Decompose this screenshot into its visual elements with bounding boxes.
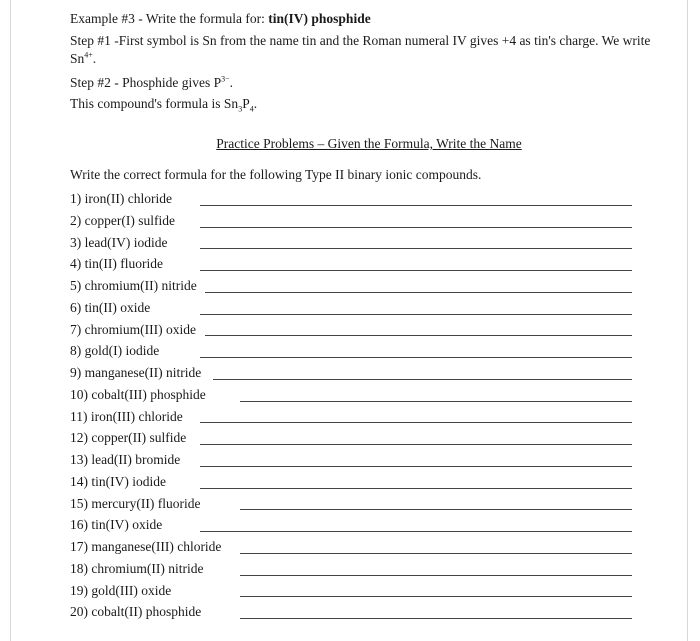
answer-line[interactable] xyxy=(240,575,632,576)
problem-row xyxy=(70,558,632,580)
answer-line[interactable] xyxy=(200,270,632,271)
problem-label: 8) gold(I) iodide xyxy=(70,343,160,359)
problem-label: 18) chromium(II) nitride xyxy=(70,560,204,576)
formula-sub-2: 4 xyxy=(249,104,254,114)
example-formula xyxy=(70,95,670,113)
problem-row xyxy=(70,536,632,558)
problem-label: 9) manganese(II) nitride xyxy=(70,365,202,380)
answer-line[interactable] xyxy=(240,553,632,554)
problem-row xyxy=(70,275,632,297)
example-section xyxy=(70,10,670,113)
answer-line[interactable] xyxy=(200,314,632,315)
example-compound: tin(IV) phosphide xyxy=(268,11,371,26)
problem-list xyxy=(70,188,632,623)
answer-line[interactable] xyxy=(240,401,632,402)
problem-label: 4) tin(II) fluoride xyxy=(70,256,163,272)
step-1-charge: 4+ xyxy=(84,50,93,60)
step-1-symbol: Sn xyxy=(70,51,85,66)
step-1-end: . xyxy=(92,51,97,66)
problem-row xyxy=(70,406,632,428)
problem-label: 20) cobalt(II) phosphide xyxy=(70,604,202,620)
problem-label: 2) copper(I) sulfide xyxy=(70,212,175,228)
problem-row xyxy=(70,493,632,515)
example-step-1 xyxy=(70,32,670,68)
problem-label: 3) lead(IV) iodide xyxy=(70,234,168,250)
practice-heading: Practice Problems – Given the Formula, Write the Name xyxy=(216,136,522,151)
answer-line[interactable] xyxy=(200,466,632,467)
answer-line[interactable] xyxy=(200,422,632,423)
answer-line[interactable] xyxy=(240,509,632,510)
problem-row xyxy=(70,319,632,341)
problem-label: 12) copper(II) sulfide xyxy=(70,430,187,446)
problem-label: 16) tin(IV) oxide xyxy=(70,517,163,533)
answer-line[interactable] xyxy=(200,248,632,249)
answer-line[interactable] xyxy=(200,488,632,489)
practice-instructions: Write the correct formula for the following Type II binary ionic compounds. xyxy=(70,167,482,182)
problem-label: 7) chromium(III) oxide xyxy=(70,321,196,337)
step-2-text: Step #2 - Phosphide gives P xyxy=(70,75,222,90)
problem-label: 13) lead(II) bromide xyxy=(70,452,181,467)
problem-row xyxy=(70,188,632,210)
problem-row xyxy=(70,210,632,232)
problem-row xyxy=(70,514,632,536)
formula-text: This compound's formula is Sn xyxy=(70,96,239,111)
problem-row xyxy=(70,340,632,362)
answer-line[interactable] xyxy=(205,335,632,336)
step-2-end: . xyxy=(229,75,234,90)
formula-p: P xyxy=(242,96,250,111)
problem-label: 6) tin(II) oxide xyxy=(70,299,151,315)
example-step-2 xyxy=(70,74,670,92)
problem-label: 15) mercury(II) fluoride xyxy=(70,495,201,511)
answer-line[interactable] xyxy=(205,292,632,293)
problem-label: 5) chromium(II) nitride xyxy=(70,278,197,293)
answer-line[interactable] xyxy=(200,444,632,445)
problem-row xyxy=(70,253,632,275)
formula-end: . xyxy=(253,96,258,111)
problem-label: 10) cobalt(III) phosphide xyxy=(70,386,206,402)
problem-row xyxy=(70,427,632,449)
problem-row xyxy=(70,601,632,623)
answer-line[interactable] xyxy=(213,379,632,380)
problem-label: 1) iron(II) chloride xyxy=(70,191,172,206)
answer-line[interactable] xyxy=(200,227,632,228)
answer-line[interactable] xyxy=(240,596,632,597)
problem-row xyxy=(70,232,632,254)
problem-label: 11) iron(III) chloride xyxy=(70,408,183,424)
step-2-charge: 3− xyxy=(221,74,230,84)
problem-row xyxy=(70,297,632,319)
problem-row xyxy=(70,449,632,471)
answer-line[interactable] xyxy=(200,357,632,358)
answer-line[interactable] xyxy=(240,618,632,619)
step-1-text: Step #1 -First symbol is Sn from the name tin and the Roman numeral IV gives +4 as tin's charge. We write xyxy=(70,33,651,48)
example-title-prefix: Example #3 - Write the formula for: xyxy=(70,11,269,26)
problem-label: 17) manganese(III) chloride xyxy=(70,539,222,554)
problem-row xyxy=(70,471,632,493)
problem-row xyxy=(70,384,632,406)
formula-sub-1: 3 xyxy=(238,104,243,114)
problem-row xyxy=(70,362,632,384)
worksheet-page xyxy=(10,0,688,641)
answer-line[interactable] xyxy=(200,531,632,532)
problem-label: 19) gold(III) oxide xyxy=(70,582,172,598)
answer-line[interactable] xyxy=(200,205,632,206)
problem-row xyxy=(70,580,632,602)
example-title xyxy=(70,10,670,28)
problem-label: 14) tin(IV) iodide xyxy=(70,473,166,489)
